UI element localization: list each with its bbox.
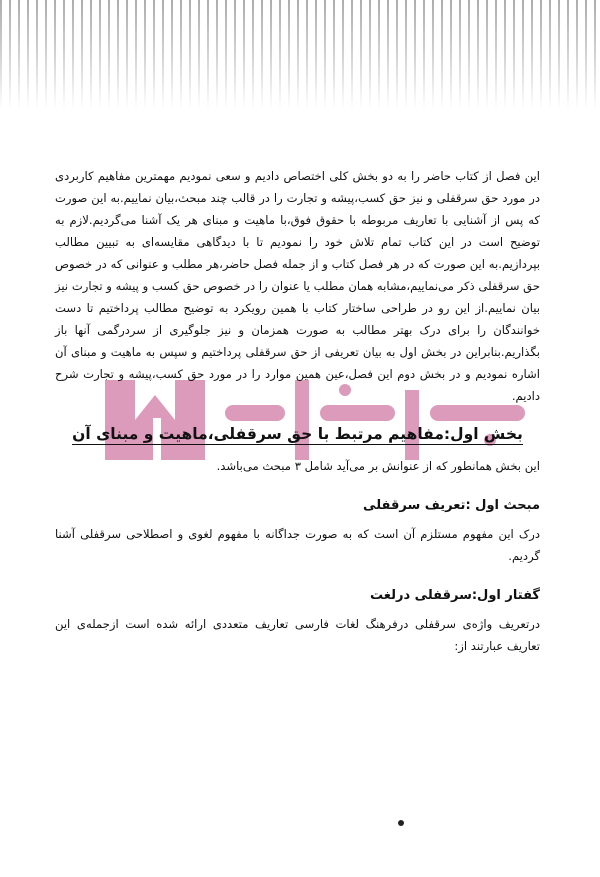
section-heading	[55, 421, 540, 447]
intro-paragraph: این فصل از کتاب حاضر را به دو بخش کلی اختصاص دادیم و سعی نمودیم مهمترین مفاهیم کاربردی در مورد حق سرقفلی و نیز حق کسب،پیشه و تجارت را در قالب چند مبحث،بیان نماییم.به این صورت که پس از آشنایی با تعاریف مربوطه با حقوق فوق،با ماهیت و مبنای هر یک آشنا می‌گردیم.لازم به توضیح است در این کتاب تمام تلاش خود را نمودیم تا با دیدگاهی مقایسه‌ای به تبیین مطالب بپردازیم.به این صورت که در هر فصل کتاب و از جمله فصل حاضر،هر مطلب و عنوانی که در خصوص حق سرقفلی ذکر می‌نماییم،مشابه همان مطلب یا عنوان را در خصوص حق کسب و پیشه و تجارت نیز بیان نماییم.از این رو در طراحی ساختار کتاب با همین رویکرد به توضیح مطالب پرداختیم تا دست خوانندگان را برای درک بهتر مطالب به صورت همزمان و نیز جلوگیری از سردرگمی آنها باز بگذاریم.بنابراین در بخش اول به بیان تعریفی از حق سرقفلی پرداختیم و سپس به ماهیت و مبنای آن اشاره نمودیم و در بخش دوم این فصل،عین همین موارد را در مورد حق کسب،پیشه و تجارت شرح دادیم.	[55, 169, 540, 403]
section-heading-text: بخش اول:مفاهیم مرتبط با حق سرقفلی،ماهیت و مبنای آن	[72, 425, 523, 443]
subtopic-paragraph: درتعریف واژه‌ی سرقفلی درفرهنگ لغات فارسی تعاریف متعددی ارائه شده است ازجمله‌ی این تعاریف عبارتند از:	[55, 617, 540, 653]
topic-paragraph: درک این مفهوم مستلزم آن است که به صورت جداگانه با مفهوم لغوی و اصطلاحی سرقفلی آشنا گردیم.	[55, 527, 540, 563]
decorative-header-band	[0, 0, 600, 110]
page-mark	[398, 820, 404, 826]
subtopic-heading: گفتار اول:سرقفلی درلغت	[370, 588, 540, 603]
topic-heading: مبحث اول :تعریف سرقفلی	[363, 498, 540, 513]
page-content	[55, 165, 540, 657]
section-intro: این بخش همانطور که از عنوانش بر می‌آید شامل ۳ مبحث می‌باشد.	[216, 459, 540, 473]
